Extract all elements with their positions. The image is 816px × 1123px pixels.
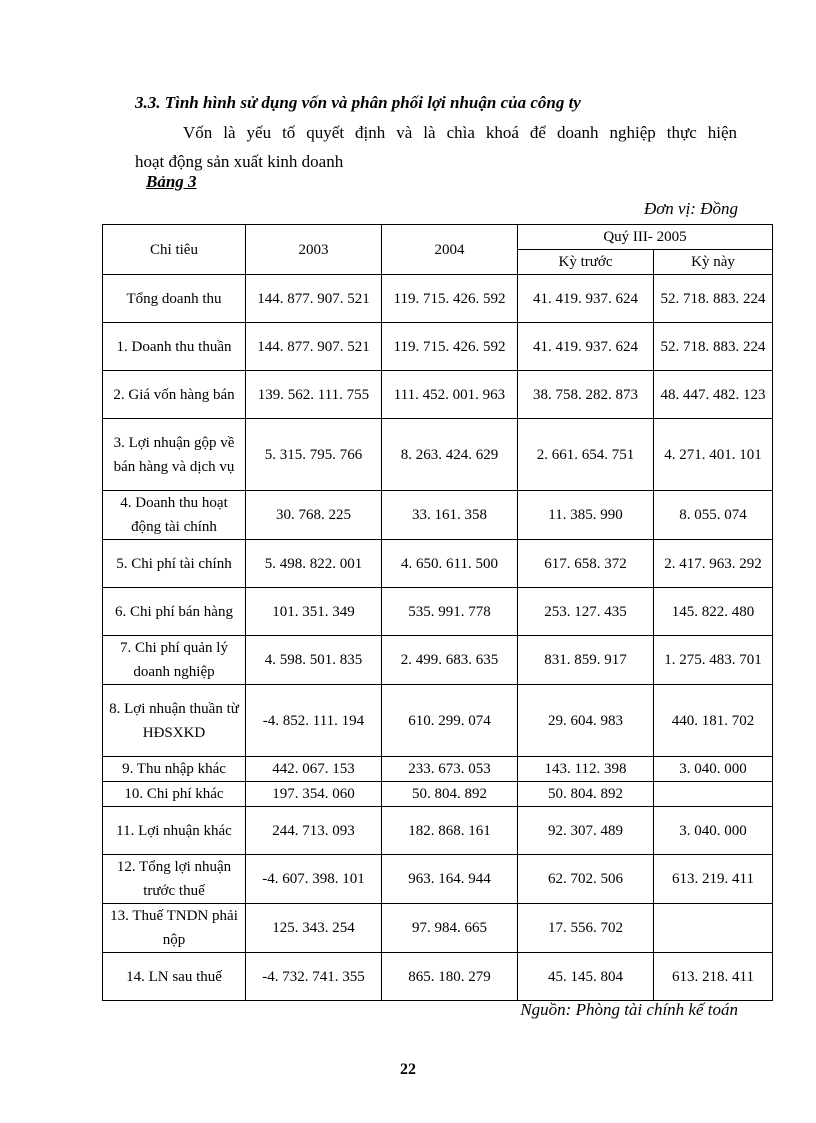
cell-y2004: 865. 180. 279	[382, 953, 518, 1001]
cell-y2003: 125. 343. 254	[246, 904, 382, 953]
cell-prev: 11. 385. 990	[518, 491, 654, 540]
table-row	[103, 782, 773, 807]
cell-curr: 1. 275. 483. 701	[654, 636, 773, 685]
row-label: 4. Doanh thu hoạt động tài chính	[103, 491, 246, 540]
row-label: 14. LN sau thuế	[103, 953, 246, 1001]
cell-y2003: -4. 852. 111. 194	[246, 685, 382, 757]
cell-curr: 145. 822. 480	[654, 588, 773, 636]
cell-curr	[654, 782, 773, 807]
cell-prev: 92. 307. 489	[518, 807, 654, 855]
cell-y2003: 197. 354. 060	[246, 782, 382, 807]
cell-y2003: -4. 607. 398. 101	[246, 855, 382, 904]
row-label: 6. Chi phí bán hàng	[103, 588, 246, 636]
cell-curr: 48. 447. 482. 123	[654, 371, 773, 419]
table-caption: Bảng 3	[146, 172, 197, 191]
cell-y2004: 8. 263. 424. 629	[382, 419, 518, 491]
cell-y2004: 535. 991. 778	[382, 588, 518, 636]
unit-note: Đơn vị: Đồng	[643, 199, 738, 218]
cell-y2004: 111. 452. 001. 963	[382, 371, 518, 419]
cell-prev: 45. 145. 804	[518, 953, 654, 1001]
table-row	[103, 371, 773, 419]
header-2003: 2003	[246, 225, 382, 275]
table-row	[103, 540, 773, 588]
cell-curr: 52. 718. 883. 224	[654, 275, 773, 323]
table-row	[103, 491, 773, 540]
cell-y2003: 101. 351. 349	[246, 588, 382, 636]
row-label: 9. Thu nhập khác	[103, 757, 246, 782]
table-row	[103, 807, 773, 855]
row-label: 10. Chi phí khác	[103, 782, 246, 807]
section-heading: 3.3. Tình hình sử dụng vốn và phân phối lợi nhuận của công ty	[135, 93, 581, 112]
page-number: 22	[400, 1061, 416, 1078]
cell-y2003: 144. 877. 907. 521	[246, 275, 382, 323]
header-indicator: Chỉ tiêu	[103, 225, 246, 275]
cell-curr: 4. 271. 401. 101	[654, 419, 773, 491]
cell-y2003: 4. 598. 501. 835	[246, 636, 382, 685]
row-label: 7. Chi phí quản lý doanh nghiệp	[103, 636, 246, 685]
header-2004: 2004	[382, 225, 518, 275]
cell-prev: 41. 419. 937. 624	[518, 323, 654, 371]
cell-curr: 3. 040. 000	[654, 757, 773, 782]
cell-y2003: 144. 877. 907. 521	[246, 323, 382, 371]
cell-curr: 52. 718. 883. 224	[654, 323, 773, 371]
row-label: 2. Giá vốn hàng bán	[103, 371, 246, 419]
cell-prev: 143. 112. 398	[518, 757, 654, 782]
cell-y2004: 50. 804. 892	[382, 782, 518, 807]
row-label: 13. Thuế TNDN phải nộp	[103, 904, 246, 953]
cell-y2003: 5. 315. 795. 766	[246, 419, 382, 491]
table-row	[103, 855, 773, 904]
cell-y2003: 5. 498. 822. 001	[246, 540, 382, 588]
intro-paragraph	[135, 118, 737, 176]
table-row	[103, 953, 773, 1001]
cell-y2004: 97. 984. 665	[382, 904, 518, 953]
cell-prev: 41. 419. 937. 624	[518, 275, 654, 323]
cell-y2004: 4. 650. 611. 500	[382, 540, 518, 588]
cell-prev: 62. 702. 506	[518, 855, 654, 904]
header-quarter: Quý III- 2005	[518, 225, 773, 250]
table-row	[103, 904, 773, 953]
cell-y2004: 963. 164. 944	[382, 855, 518, 904]
cell-y2004: 2. 499. 683. 635	[382, 636, 518, 685]
cell-y2004: 182. 868. 161	[382, 807, 518, 855]
cell-y2004: 610. 299. 074	[382, 685, 518, 757]
cell-curr: 3. 040. 000	[654, 807, 773, 855]
cell-y2003: 139. 562. 111. 755	[246, 371, 382, 419]
row-label: 5. Chi phí tài chính	[103, 540, 246, 588]
table-row	[103, 588, 773, 636]
table-body	[103, 275, 773, 1001]
cell-prev: 831. 859. 917	[518, 636, 654, 685]
cell-curr: 613. 219. 411	[654, 855, 773, 904]
cell-curr: 2. 417. 963. 292	[654, 540, 773, 588]
cell-y2003: 30. 768. 225	[246, 491, 382, 540]
cell-prev: 617. 658. 372	[518, 540, 654, 588]
cell-curr: 8. 055. 074	[654, 491, 773, 540]
cell-prev: 2. 661. 654. 751	[518, 419, 654, 491]
row-label: 3. Lợi nhuận gộp về bán hàng và dịch vụ	[103, 419, 246, 491]
cell-prev: 253. 127. 435	[518, 588, 654, 636]
row-label: Tổng doanh thu	[103, 275, 246, 323]
cell-prev: 50. 804. 892	[518, 782, 654, 807]
cell-y2004: 119. 715. 426. 592	[382, 323, 518, 371]
financial-table	[102, 224, 773, 1001]
row-label: 12. Tổng lợi nhuận trước thuế	[103, 855, 246, 904]
cell-curr: 440. 181. 702	[654, 685, 773, 757]
cell-y2004: 233. 673. 053	[382, 757, 518, 782]
table-row	[103, 419, 773, 491]
cell-prev: 38. 758. 282. 873	[518, 371, 654, 419]
cell-y2003: 442. 067. 153	[246, 757, 382, 782]
header-previous-period: Kỳ trước	[518, 250, 654, 275]
header-current-period: Kỳ này	[654, 250, 773, 275]
cell-curr	[654, 904, 773, 953]
row-label: 1. Doanh thu thuần	[103, 323, 246, 371]
table-row	[103, 685, 773, 757]
cell-prev: 29. 604. 983	[518, 685, 654, 757]
table-row	[103, 275, 773, 323]
cell-prev: 17. 556. 702	[518, 904, 654, 953]
cell-y2004: 119. 715. 426. 592	[382, 275, 518, 323]
row-label: 11. Lợi nhuận khác	[103, 807, 246, 855]
paragraph-line-1: Vốn là yếu tố quyết định và là chìa khoá để doanh nghiệp thực hiện	[183, 123, 737, 142]
paragraph-line-2: hoạt động sản xuất kinh doanh	[135, 152, 344, 171]
cell-y2004: 33. 161. 358	[382, 491, 518, 540]
cell-y2003: 244. 713. 093	[246, 807, 382, 855]
cell-y2003: -4. 732. 741. 355	[246, 953, 382, 1001]
table-row	[103, 757, 773, 782]
table-row	[103, 636, 773, 685]
cell-curr: 613. 218. 411	[654, 953, 773, 1001]
source-note: Nguồn: Phòng tài chính kế toán	[520, 1000, 738, 1019]
table-row	[103, 323, 773, 371]
row-label: 8. Lợi nhuận thuần từ HĐSXKD	[103, 685, 246, 757]
